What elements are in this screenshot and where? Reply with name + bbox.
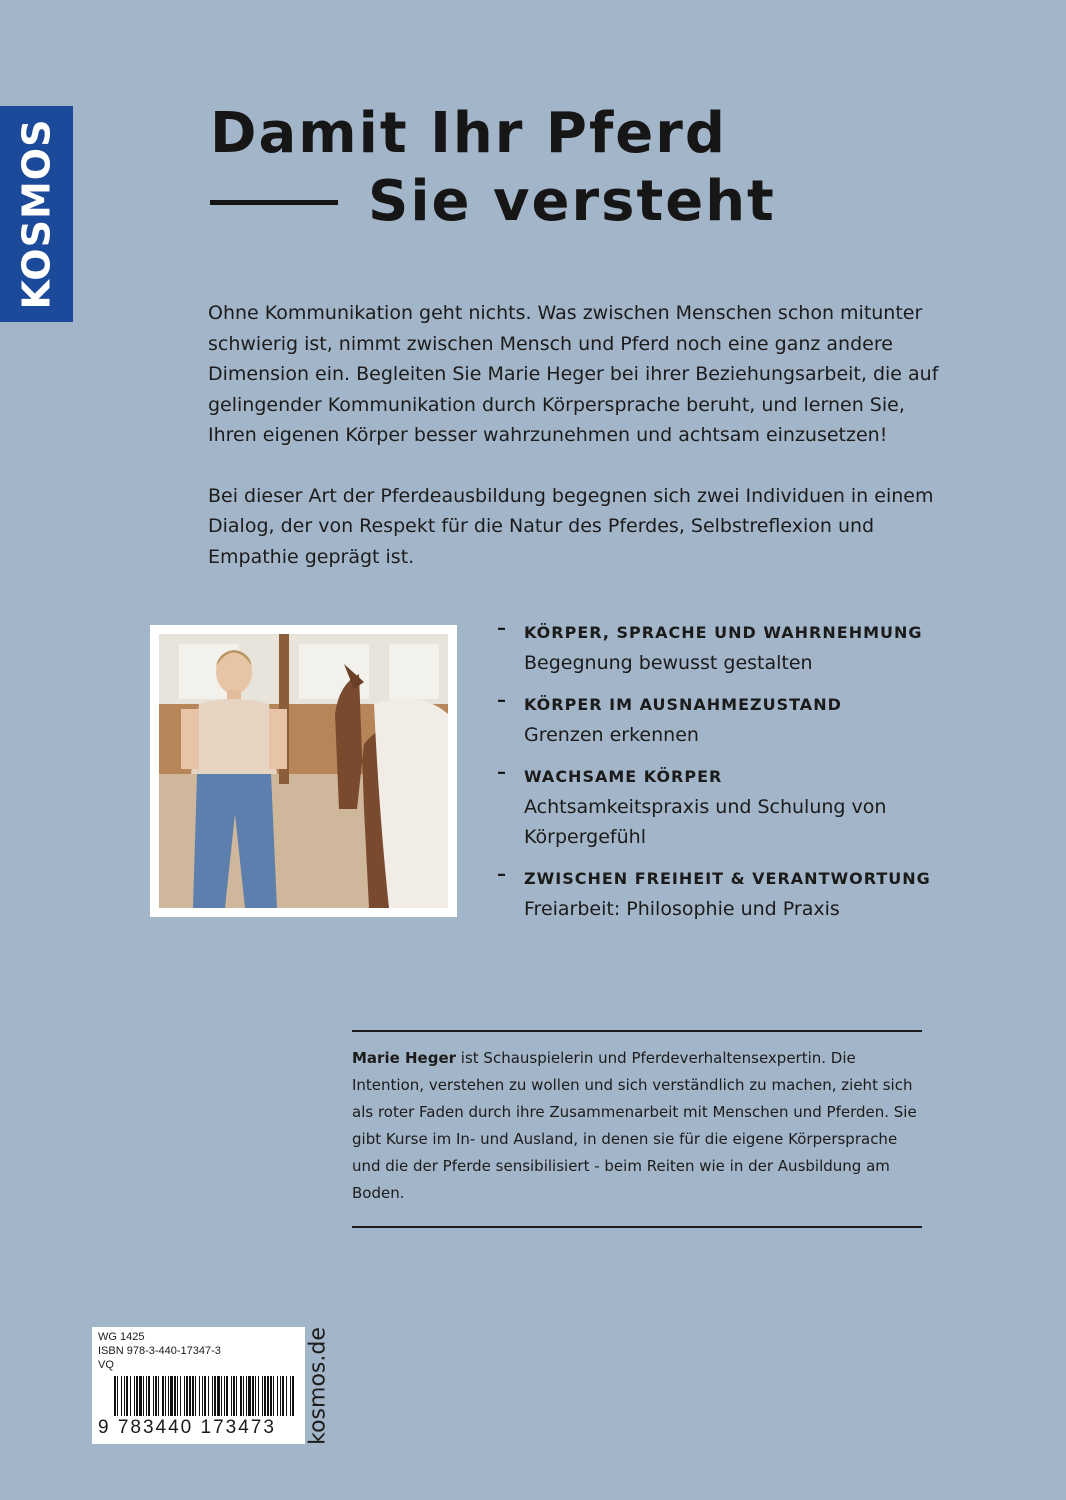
barcode-bar bbox=[124, 1376, 125, 1416]
barcode-bar bbox=[221, 1376, 222, 1416]
barcode-bar bbox=[224, 1376, 225, 1416]
headline-dash bbox=[210, 200, 338, 205]
author-with-horse-illustration bbox=[159, 634, 448, 908]
barcode-bar bbox=[243, 1376, 244, 1416]
intro-text bbox=[208, 298, 948, 572]
author-bio-text: ist Schauspielerin und Pferdeverhaltensexpertin. Die Intention, verstehen zu wollen und sich verständlich zu machen, zieht sich als roter Faden durch ihre Zusammenarbeit mit Menschen und Pferden. Sie gibt Kurse im In- und Ausland, in denen sie für die eigene Körpersprache und die der Pferde sensibilisiert - beim Reiten wie in der Ausbildung am Boden. bbox=[352, 1049, 917, 1202]
headline-line-2-row bbox=[210, 168, 970, 236]
feature-text: Achtsamkeitspraxis und Schulung von Körpergefühl bbox=[524, 796, 887, 848]
barcode-bar bbox=[231, 1376, 232, 1416]
product-code: VQ bbox=[98, 1359, 114, 1371]
barcode-bar bbox=[212, 1376, 213, 1416]
barcode-bar bbox=[148, 1376, 150, 1416]
barcode-bar bbox=[246, 1376, 247, 1416]
barcode-bar bbox=[121, 1376, 122, 1416]
barcode-bar bbox=[155, 1376, 157, 1416]
barcode-bar bbox=[146, 1376, 147, 1416]
feature-item bbox=[497, 690, 967, 750]
brand-logo-text: KOSMOS bbox=[14, 118, 59, 310]
barcode-bar bbox=[184, 1376, 185, 1416]
barcode-digits: 9 783440 173473 bbox=[98, 1417, 276, 1438]
author-photo bbox=[150, 625, 457, 917]
barcode-bar bbox=[236, 1376, 237, 1416]
barcode-bar bbox=[136, 1376, 138, 1416]
barcode-bar bbox=[290, 1376, 291, 1416]
barcode-bar bbox=[280, 1376, 281, 1416]
barcode-bar bbox=[162, 1376, 164, 1416]
intro-paragraph-2: Bei dieser Art der Pferdeausbildung begegnen sich zwei Individuen in einem Dialog, der von Respekt für die Natur des Pferdes, Selbstreflexion und Empathie geprägt ist. bbox=[208, 484, 934, 568]
barcode-bar bbox=[195, 1376, 196, 1416]
barcode-bar bbox=[262, 1376, 263, 1416]
headline-line-1: Damit Ihr Pferd bbox=[210, 101, 727, 166]
barcode-bar bbox=[180, 1376, 181, 1416]
barcode-bar bbox=[174, 1376, 176, 1416]
barcode-bar bbox=[264, 1376, 266, 1416]
barcode-bar bbox=[199, 1376, 200, 1416]
barcode-bar bbox=[117, 1376, 118, 1416]
feature-item bbox=[497, 762, 967, 852]
barcode-bar bbox=[214, 1376, 216, 1416]
isbn-text: ISBN 978-3-440-17347-3 bbox=[98, 1345, 221, 1357]
intro-paragraph-1: Ohne Kommunikation geht nichts. Was zwischen Menschen schon mitunter schwierig ist, nimmt zwischen Mensch und Pferd noch eine ganz andere Dimension ein. Begleiten Sie Marie Heger bei ihrer Beziehungsarbeit, die auf gelingender Kommunikation durch Körpersprache beruht, und lernen Sie, Ihren eigenen Körper besser wahrzunehmen und achtsam einzusetzen! bbox=[208, 302, 939, 446]
barcode-bar bbox=[240, 1376, 242, 1416]
feature-item bbox=[497, 864, 967, 924]
headline bbox=[210, 100, 970, 236]
barcode-bar bbox=[292, 1376, 294, 1416]
barcode-bar bbox=[258, 1376, 259, 1416]
barcode-bar bbox=[170, 1376, 173, 1416]
barcode-bar bbox=[233, 1376, 235, 1416]
barcode-bar bbox=[202, 1376, 203, 1416]
barcode-bar bbox=[143, 1376, 144, 1416]
barcode-bar bbox=[267, 1376, 269, 1416]
barcode-bar bbox=[153, 1376, 154, 1416]
barcode-bar bbox=[255, 1376, 256, 1416]
brand-tab bbox=[0, 106, 73, 322]
feature-bullet: – bbox=[497, 864, 506, 885]
feature-text: Freiarbeit: Philosophie und Praxis bbox=[524, 898, 840, 920]
barcode-bar bbox=[204, 1376, 206, 1416]
feature-title: KÖRPER, SPRACHE UND WAHRNEHMUNG bbox=[524, 623, 923, 642]
author-bio bbox=[352, 1030, 922, 1228]
barcode-bar bbox=[277, 1376, 278, 1416]
barcode-bar bbox=[226, 1376, 228, 1416]
feature-title: WACHSAME KÖRPER bbox=[524, 767, 723, 786]
headline-line-2: Sie versteht bbox=[368, 169, 776, 234]
barcode-bar bbox=[217, 1376, 220, 1416]
feature-text: Grenzen erkennen bbox=[524, 724, 699, 746]
barcode-bar bbox=[273, 1376, 274, 1416]
feature-item bbox=[497, 618, 967, 678]
product-info-box bbox=[92, 1327, 305, 1444]
barcode-bar bbox=[208, 1376, 209, 1416]
barcode-bar bbox=[192, 1376, 194, 1416]
feature-text: Begegnung bewusst gestalten bbox=[524, 652, 813, 674]
barcode-bar bbox=[168, 1376, 169, 1416]
barcode-bar bbox=[126, 1376, 128, 1416]
feature-bullet: – bbox=[497, 762, 506, 783]
feature-bullet: – bbox=[497, 618, 506, 639]
barcode-bar bbox=[114, 1376, 116, 1416]
feature-bullet: – bbox=[497, 690, 506, 711]
barcode-bar bbox=[165, 1376, 166, 1416]
feature-title: ZWISCHEN FREIHEIT & VERANTWORTUNG bbox=[524, 869, 931, 888]
product-group-code: WG 1425 bbox=[98, 1331, 145, 1343]
barcode-bar bbox=[282, 1376, 284, 1416]
barcode-bar bbox=[248, 1376, 251, 1416]
website-text: kosmos.de bbox=[305, 1327, 331, 1445]
barcode-bar bbox=[252, 1376, 254, 1416]
barcode-bar bbox=[139, 1376, 142, 1416]
website-link[interactable] bbox=[303, 1325, 333, 1447]
barcode-bar bbox=[186, 1376, 188, 1416]
barcode-bar bbox=[130, 1376, 131, 1416]
feature-list bbox=[497, 618, 967, 936]
barcode-bar bbox=[177, 1376, 178, 1416]
barcode-bar bbox=[134, 1376, 135, 1416]
barcode-bar bbox=[270, 1376, 272, 1416]
feature-title: KÖRPER IM AUSNAHMEZUSTAND bbox=[524, 695, 842, 714]
barcode-bar bbox=[158, 1376, 159, 1416]
barcode-bar bbox=[189, 1376, 191, 1416]
barcode-bar bbox=[286, 1376, 287, 1416]
author-name: Marie Heger bbox=[352, 1049, 457, 1067]
